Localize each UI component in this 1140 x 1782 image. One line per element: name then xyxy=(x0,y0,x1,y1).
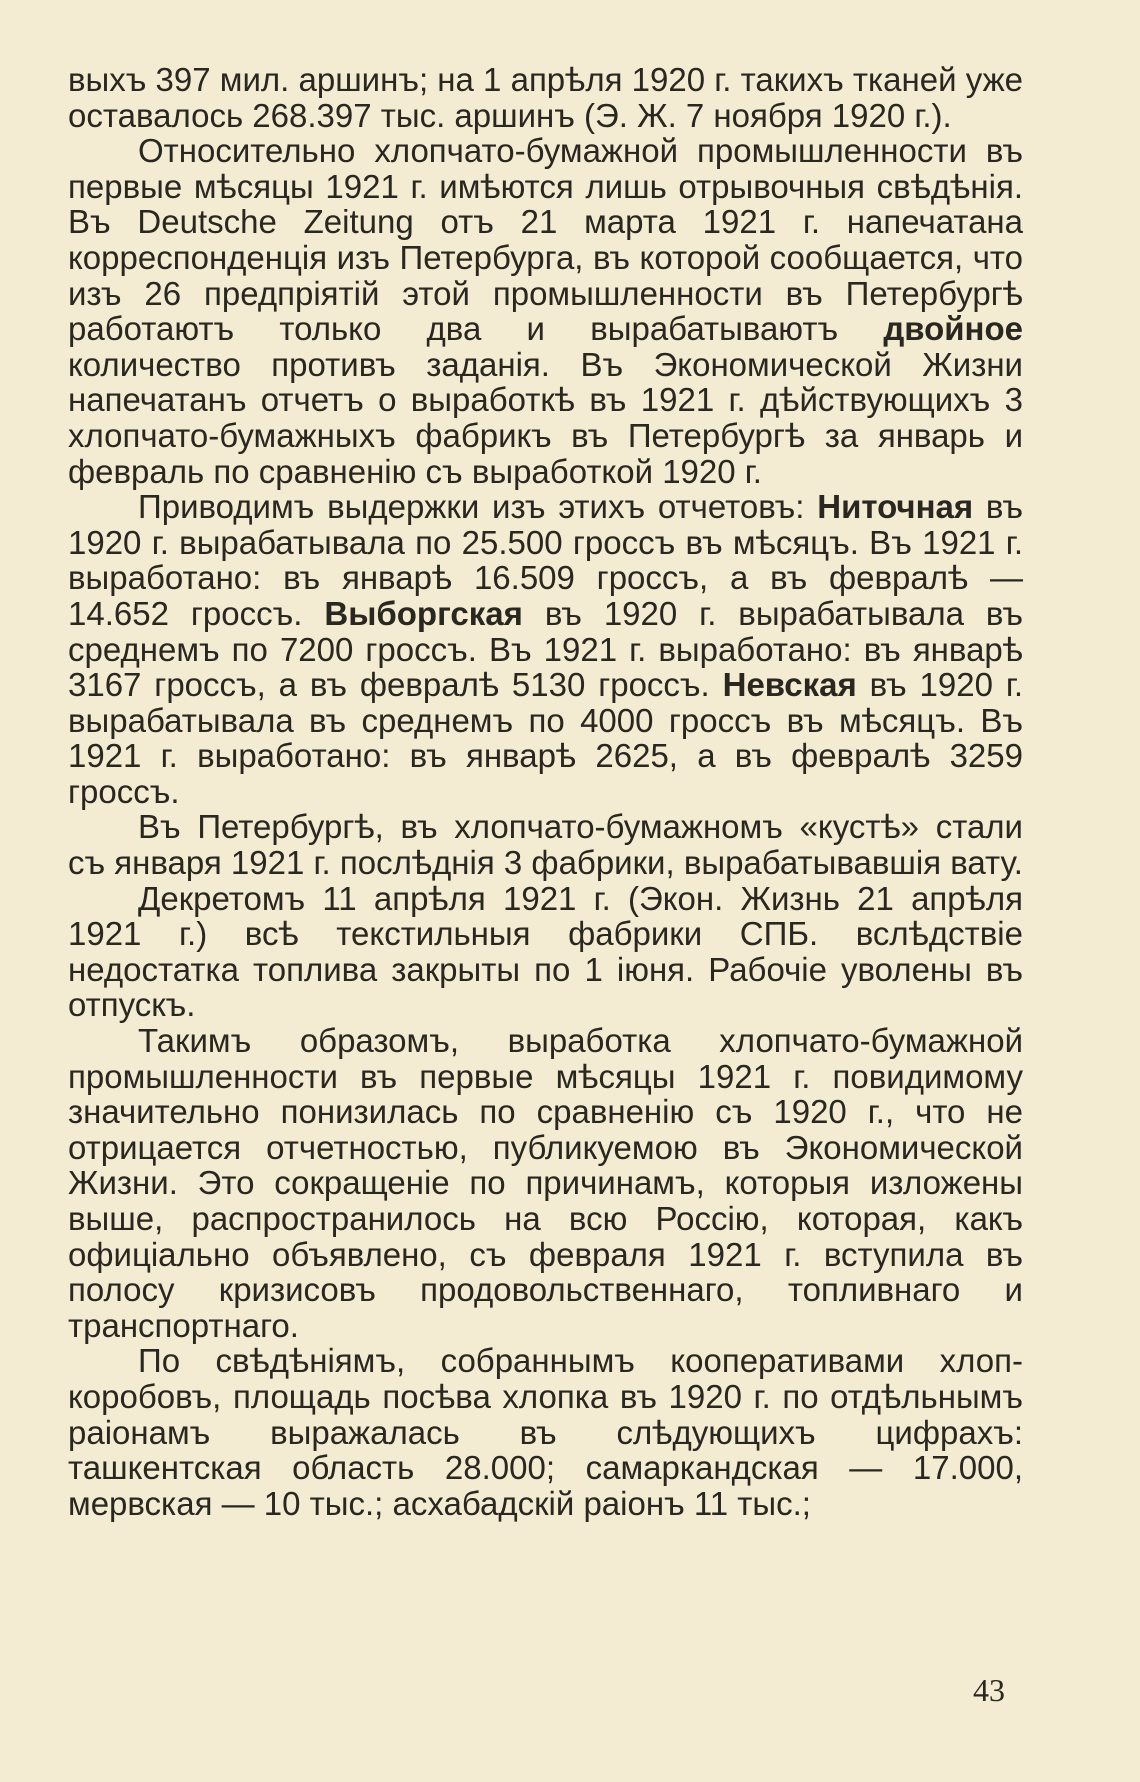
page-body xyxy=(68,62,1023,1521)
page-number: 43 xyxy=(973,1672,1005,1708)
paragraph xyxy=(68,881,1023,1023)
bold-term: Невская xyxy=(722,666,857,704)
text-segment: выхъ 397 мил. аршинъ; на 1 апрѣля 1920 г. такихъ тканей уже оставалось 268.397 тыс. аршинъ (Э. Ж. 7 ноября 1920 г.). xyxy=(68,61,1023,134)
text-segment: въ 1920 г. вырабатывала въ среднемъ по 7200 гроссъ. Въ 1921 г. выработано: въ январѣ 3167 гроссъ, а въ февралѣ 5130 гроссъ. xyxy=(68,594,1023,704)
paragraph xyxy=(68,133,1023,489)
bold-term: Ниточная xyxy=(817,488,974,526)
paragraph xyxy=(68,1343,1023,1521)
paragraph xyxy=(68,809,1023,880)
text-segment: въ 1920 г. вырабатывала въ среднемъ по 4000 гроссъ въ мѣсяцъ. Въ 1921 г. выработано: въ январѣ 2625, а въ февралѣ 3259 гроссъ. xyxy=(68,666,1024,810)
paragraph xyxy=(68,1023,1023,1343)
text-segment: Декретомъ 11 апрѣля 1921 г. (Экон. Жизнь 21 апрѣля 1921 г.) всѣ текстильныя фабрики СПБ. вслѣдствіе недостатка топлива закрыты по 1 іюня. Рабочіе уволены въ отпускъ. xyxy=(68,879,1023,1024)
text-segment: количество противъ заданія. Въ Экономической Жизни напечатанъ отчетъ о выработкѣ въ 1921 г. дѣйствующихъ 3 хлопчато-бумажныхъ фабрикъ въ Петербургѣ за январь и февраль по сравненію съ выработкой 1920 г. xyxy=(68,345,1023,490)
bold-term: Выборгская xyxy=(324,594,523,632)
paragraph xyxy=(68,489,1023,809)
text-segment: Такимъ образомъ, выработка хлопчато-бумажной промышленности въ первые мѣсяцы 1921 г. повидимому значительно понизилась по сравненію съ 1920 г., что не отрицается отчетностью, публикуемою въ Экономической Жизни. Это сокращеніе по причинамъ, которыя изложены выше, распространилось на всю Россію, которая, какъ офиціально объявлено, съ февраля 1921 г. вступила въ полосу кризисовъ продовольственнаго, топливнаго и транспортнаго. xyxy=(68,1022,1023,1344)
text-segment: въ 1920 г. вырабатывала по 25.500 гроссъ въ мѣсяцъ. Въ 1921 г. выработано: въ январѣ 16.509 гроссъ, а въ февралѣ — 14.652 гроссъ. xyxy=(68,488,1023,632)
text-segment: Относительно хлопчато-бумажной промышленности въ первые мѣсяцы 1921 г. имѣются лишь отрывочныя свѣдѣнія. Въ Deutsche Zeitung отъ 21 марта 1921 г. напечатана корреспонденція изъ Петербурга, въ которой сообщается, что изъ 26 предпріятій этой промышленности въ Петербургѣ работаютъ только два и вырабатываютъ xyxy=(68,132,1023,348)
bold-term: двойное xyxy=(883,310,1023,348)
text-segment: По свѣдѣніямъ, собраннымъ кооперативами хлопкоробовъ, площадь посѣва хлопка въ 1920 г. по отдѣльнымъ раіонамъ выражалась въ слѣдующихъ цифрахъ: ташкентская область 28.000; самаркандская — 17.000, мервская — 10 тыс.; асхабадскій раіонъ 11 тыс.; xyxy=(68,1342,1023,1522)
paragraph xyxy=(68,62,1023,133)
text-segment: Приводимъ выдержки изъ этихъ отчетовъ: xyxy=(138,488,818,526)
text-segment: Въ Петербургѣ, въ хлопчато-бумажномъ «кустѣ» стали съ января 1921 г. послѣднія 3 фабрики, вырабатывавшія вату. xyxy=(68,808,1023,882)
